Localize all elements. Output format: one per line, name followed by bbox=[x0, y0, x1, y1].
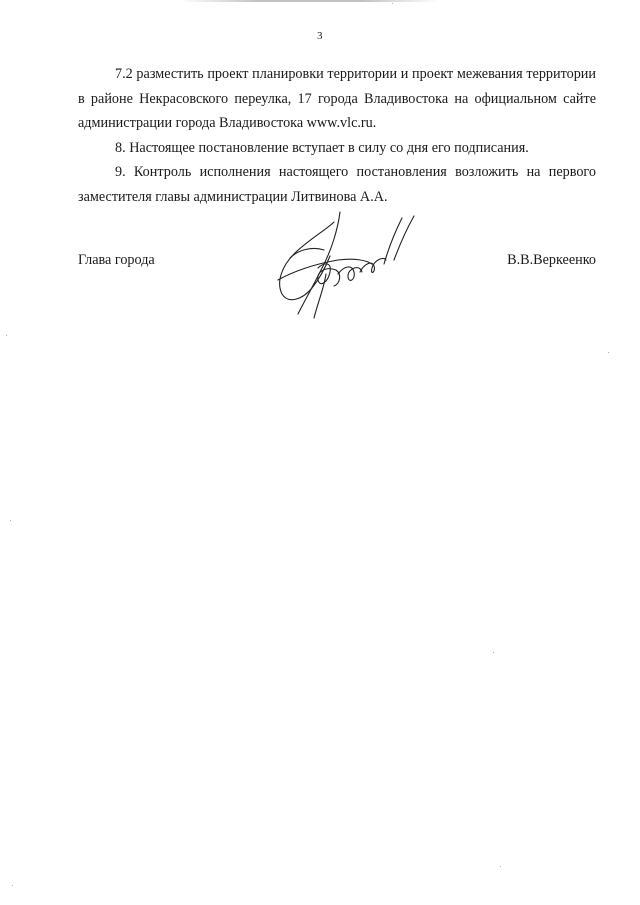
scan-speck bbox=[10, 520, 11, 521]
signatory-name: В.В.Веркеенко bbox=[507, 252, 596, 268]
scan-top-edge bbox=[180, 0, 440, 2]
signatory-position: Глава города bbox=[78, 252, 155, 268]
scan-speck bbox=[500, 866, 501, 867]
handwritten-signature bbox=[268, 210, 418, 320]
scan-speck bbox=[12, 885, 13, 886]
scan-speck bbox=[493, 652, 494, 653]
paragraph-7-2: 7.2 разместить проект планировки территории и проект межевания территории в районе Некрасовского переулка, 17 города Владивостока на официальном сайте администрации города Владивостока www.vlc.ru. bbox=[78, 66, 596, 131]
paragraph-9: 9. Контроль исполнения настоящего постановления возложить на первого заместителя главы администрации Литвинова А.А. bbox=[78, 164, 596, 205]
scan-speck bbox=[6, 335, 7, 336]
scan-speck bbox=[608, 352, 609, 353]
page-number: 3 bbox=[317, 30, 323, 42]
document-body bbox=[78, 62, 596, 209]
scan-speck bbox=[392, 3, 393, 4]
paragraph-8: 8. Настоящее постановление вступает в силу со дня его подписания. bbox=[115, 139, 529, 156]
